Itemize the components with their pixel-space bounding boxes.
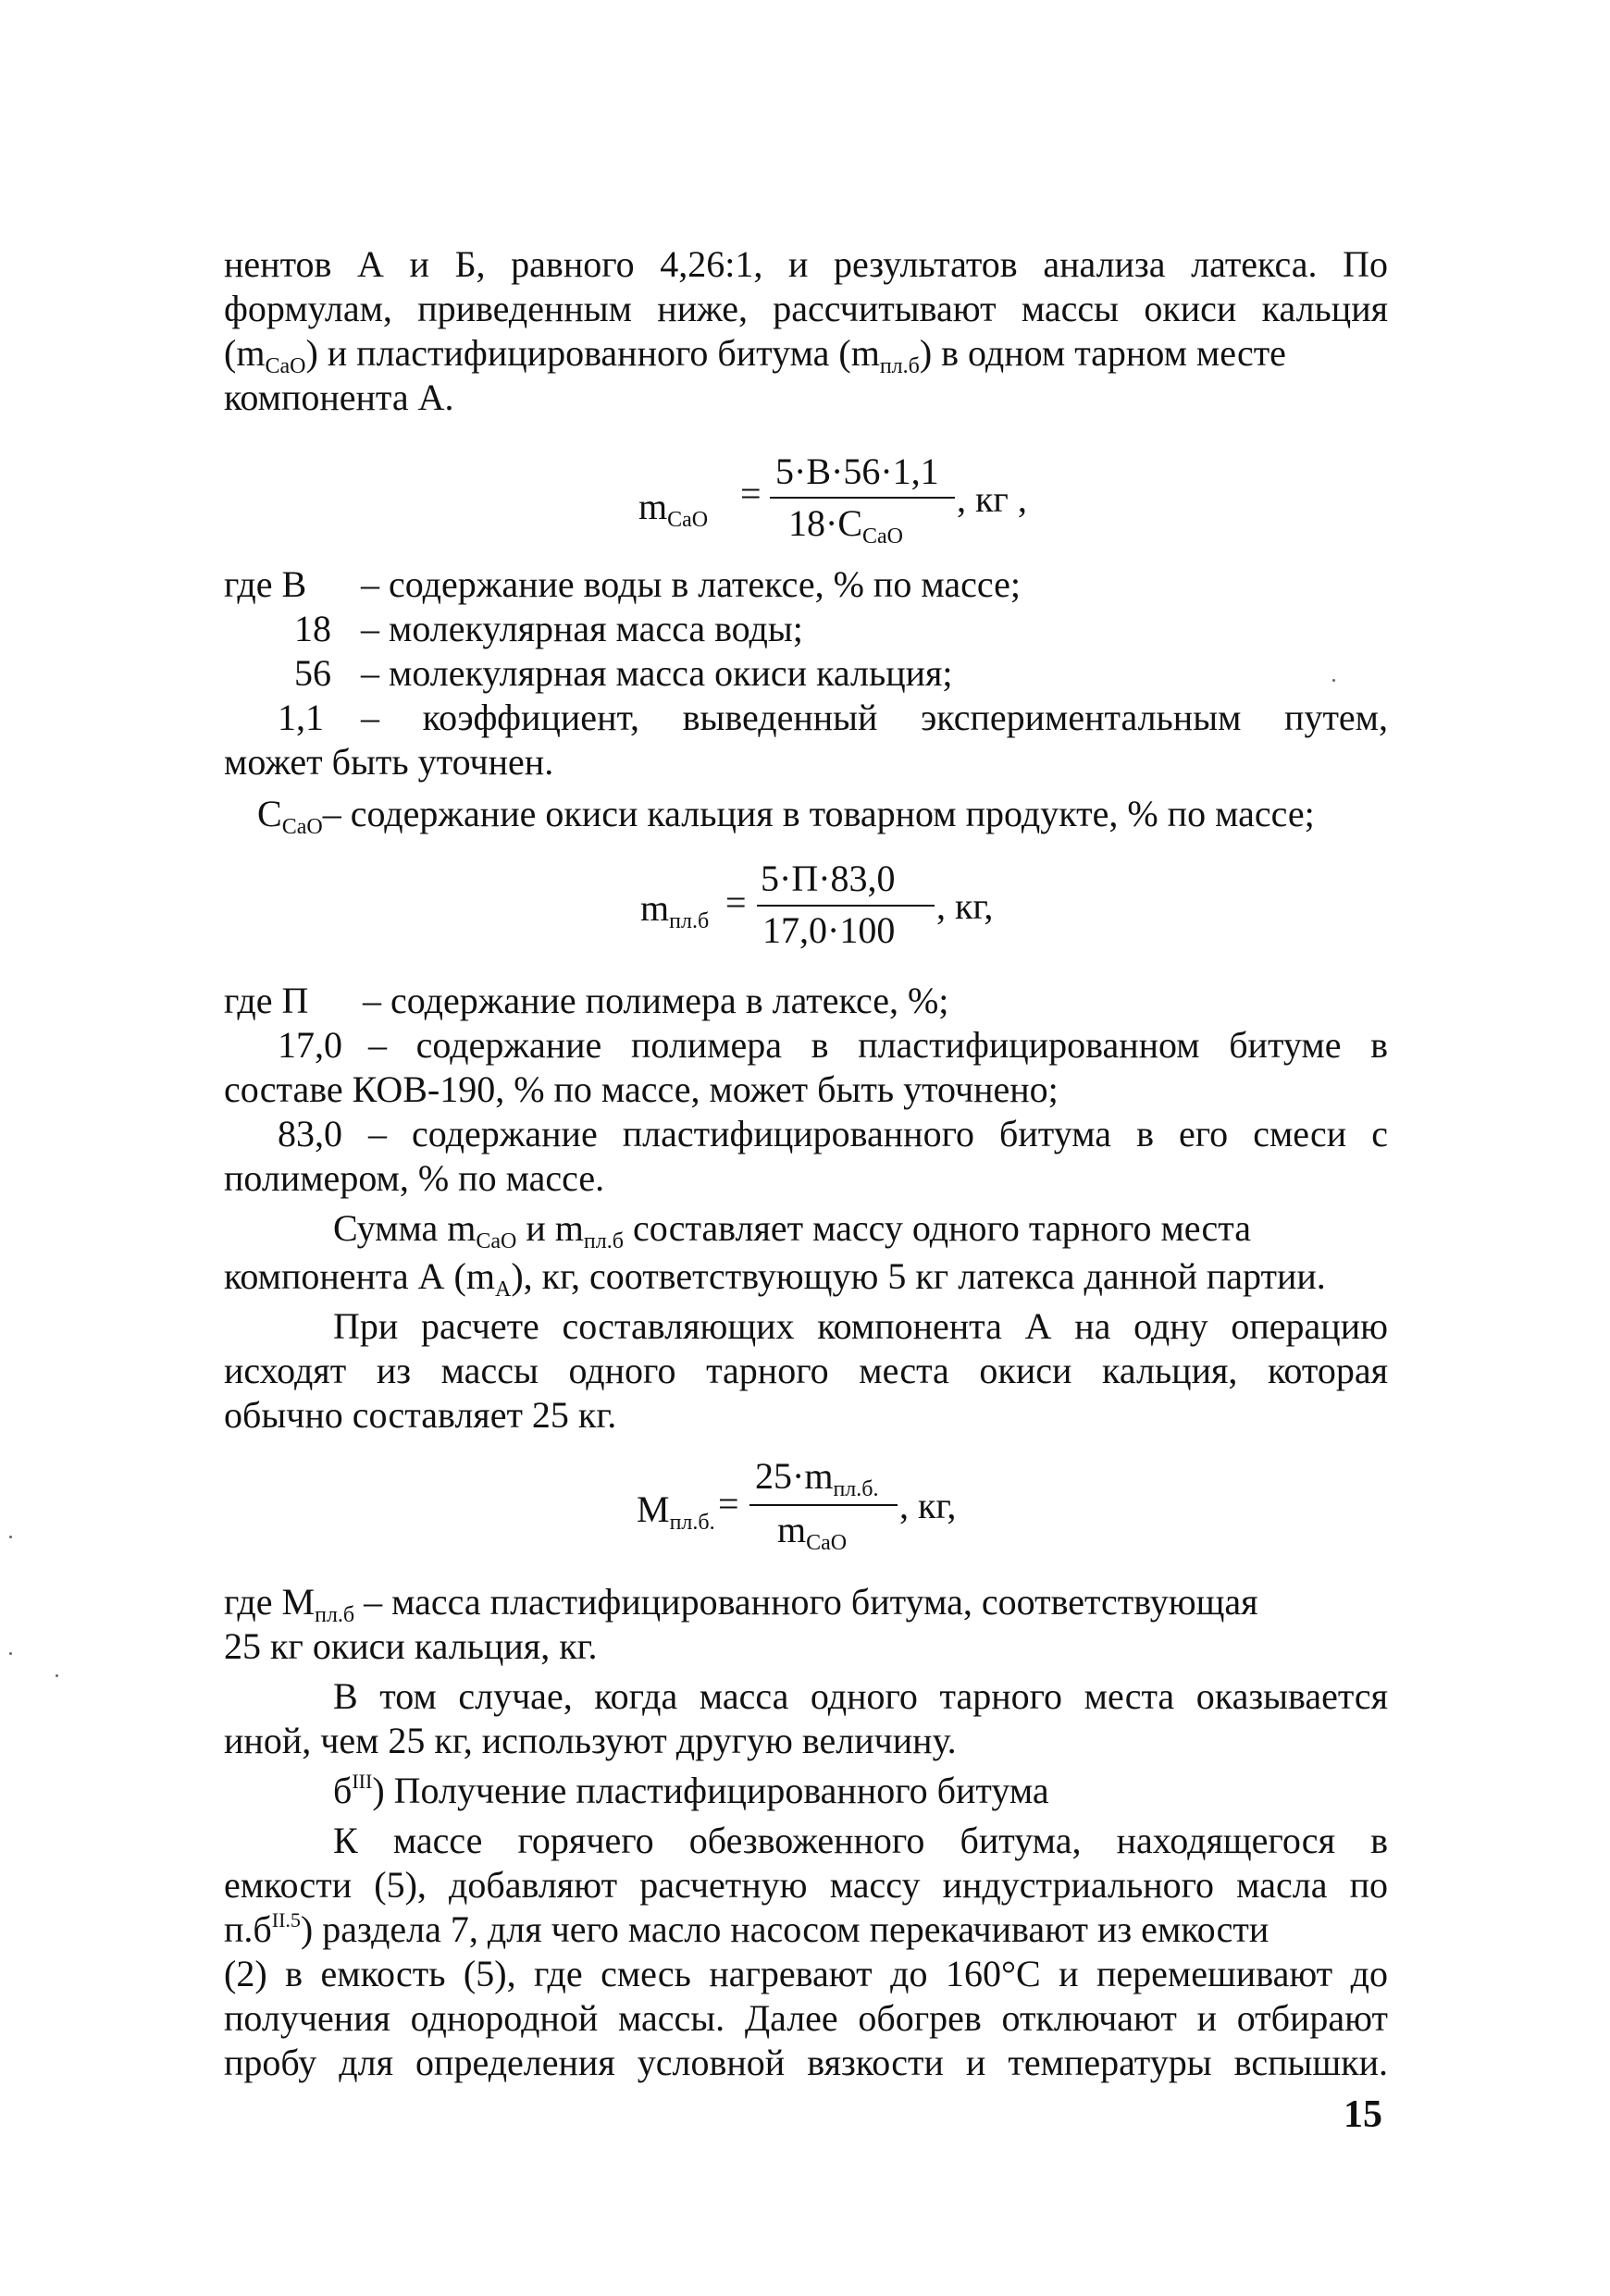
formula-lhs: $M_{пл.б.}$ [637, 1488, 715, 1535]
definition-text: – молекулярная масса воды; [361, 608, 803, 649]
paragraph-line: где $M_{пл.б}$ – масса пластифицированного битума, соответствующая [224, 1581, 1258, 1627]
definition-term: 17,0 [278, 1024, 342, 1066]
formula-denominator: $m_{CaO}$ [777, 1509, 848, 1555]
paragraph-line: иной, чем 25 кг, используют другую величину. [224, 1720, 957, 1761]
definition-text: – молекулярная масса окиси кальция; [361, 652, 953, 694]
paragraph-line: В том случае, когда масса одного тарного места оказывается [333, 1675, 1388, 1717]
definition-term: 18 [294, 608, 331, 649]
formula-numerator: 5·П·83,0 [761, 858, 896, 899]
definition-term: 56 [294, 652, 331, 694]
fraction-bar [770, 497, 955, 499]
paragraph-line: емкости (5), добавляют расчетную массу индустриального масла по [224, 1864, 1388, 1906]
paragraph-line: пробу для определения условной вязкости и температуры вспышки. [224, 2042, 1388, 2083]
scan-speck [1332, 679, 1335, 682]
formula-numerator: 5·В·56·1,1 [775, 451, 939, 492]
paragraph-line: составе КОВ-190, % по массе, может быть уточнено; [224, 1068, 1059, 1110]
paragraph-line: обычно составляет 25 кг. [224, 1394, 617, 1436]
paragraph-line: получения однородной массы. Далее обогрев отключают и отбирают [224, 1997, 1388, 2039]
paragraph-line: (2) в емкость (5), где смесь нагревают до 160°С и перемешивают до [224, 1953, 1388, 1994]
definition-term: 1,1 [278, 697, 324, 738]
paragraph-line: компонента А. [224, 376, 454, 418]
formula-equals: = [725, 882, 747, 923]
paragraph-line: $(m_{CaO})$ и пластифицированного битума $(m_{пл.б})$ в одном тарном месте [224, 332, 1286, 378]
formula-lhs: $m_{пл.б}$ [640, 887, 710, 933]
definition-ccao: $C_{CaO}-$ содержание окиси кальция в товарном продукте, % по массе; [257, 793, 1315, 839]
paragraph-line: компонента А $(m_A)$, кг, соответствующую 5 кг латекса данной партии. [224, 1255, 1326, 1302]
formula-denominator: 17,0·100 [762, 909, 896, 951]
formula-numerator: $25\cdot m_{пл.б.}$ [755, 1455, 879, 1501]
definition-term: 83,0 [278, 1113, 342, 1154]
definition-text: – содержание воды в латексе, % по массе; [361, 563, 1021, 605]
scan-speck [9, 1536, 12, 1538]
formula-equals: = [740, 473, 762, 514]
paragraph-line: 25 кг окиси кальция, кг. [224, 1625, 598, 1667]
formula-unit: , кг, [899, 1485, 957, 1526]
formula-equals: = [718, 1483, 739, 1524]
paragraph-line: При расчете составляющих компонента А на одну операцию [333, 1305, 1388, 1347]
paragraph-line: полимером, % по массе. [224, 1157, 605, 1199]
formula-unit: , кг, [936, 885, 994, 927]
fraction-bar [757, 905, 935, 907]
paragraph-line: К массе горячего обезвоженного битума, находящегося в [333, 1820, 1388, 1861]
page-number: 15 [1344, 2093, 1382, 2136]
formula-unit: , кг , [957, 478, 1027, 520]
definition-term: где П [224, 980, 309, 1021]
paragraph-line: может быть уточнен. [224, 741, 554, 783]
paragraph-line: $п.б^{II.5}$) раздела 7, для чего масло насосом перекачивают из емкости [224, 1908, 1269, 1950]
paragraph-line: формулам, приведенным ниже, рассчитывают массы окиси кальция [224, 288, 1388, 329]
definition-text: – содержание полимера в пластифицированном битуме в [368, 1024, 1388, 1066]
paragraph-line: нентов А и Б, равного 4,26:1, и результатов анализа латекса. По [224, 243, 1388, 285]
fraction-bar [749, 1504, 898, 1506]
definition-text: – коэффициент, выведенный экспериментальным путем, [361, 697, 1388, 738]
scan-speck [56, 1674, 58, 1677]
definition-text: – содержание полимера в латексе, %; [363, 980, 949, 1021]
paragraph-line: Сумма $m_{CaO}$ и $m_{пл.б}$ составляет массу одного тарного места [333, 1207, 1251, 1253]
scan-speck [9, 1652, 12, 1655]
paragraph-line: исходят из массы одного тарного места окиси кальция, которая [224, 1350, 1388, 1391]
definition-text: – содержание пластифицированного битума в его смеси с [368, 1113, 1388, 1154]
formula-denominator: $18\cdot C_{CaO}$ [788, 502, 903, 549]
formula-lhs: $m_{CaO}$ [638, 486, 709, 532]
definition-term: где В [224, 563, 307, 605]
section-heading: $б^{III}$) Получение пластифицированного битума [333, 1770, 1049, 1811]
